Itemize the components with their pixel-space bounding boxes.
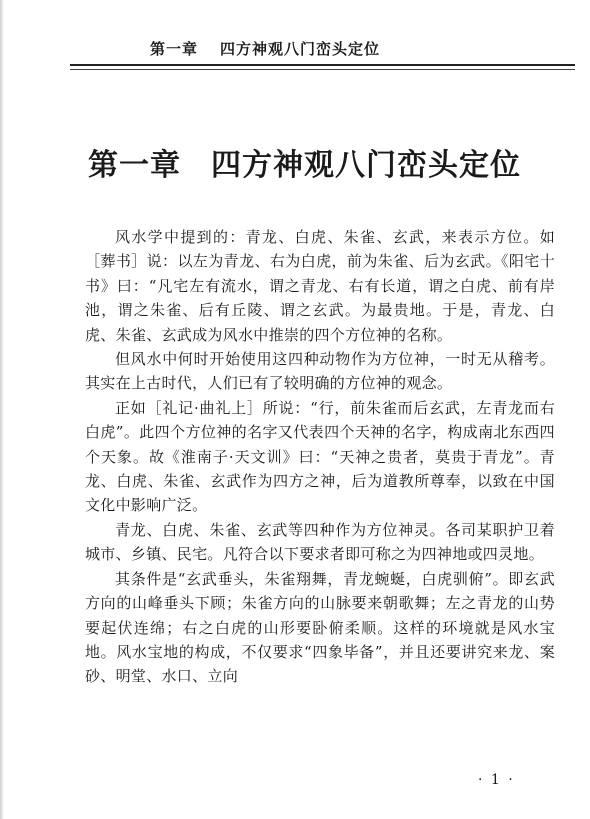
running-header-chapter-title: 四方神观八门峦头定位 [220, 40, 381, 58]
chapter-title [88, 140, 521, 184]
header-rule-thin [70, 69, 575, 70]
page-edge-shadow [0, 0, 4, 819]
chapter-title-label: 第一章 [88, 148, 181, 183]
paragraph: 但风水中何时开始使用这四种动物作为方位神，一时无从稽考。其实在上古时代，人们已有了较明确的方位神的观念。 [85, 350, 555, 393]
running-header [150, 38, 380, 59]
page-number: · 1 · [478, 772, 515, 788]
paragraph: 正如［礼记·曲礼上］所说：“行，前朱雀而后玄武，左青龙而右白虎”。此四个方位神的名字又代表四个天神的名字，构成南北东西四个天象。故《淮南子·天文训》曰：“天神之贵者，莫贵于青龙”。青龙、白虎、朱雀、玄武作为四方之神，后为道教所尊奉，以致在中国文化中影响广泛。 [85, 398, 555, 515]
chapter-title-text: 四方神观八门峦头定位 [211, 148, 521, 183]
paragraph: 青龙、白虎、朱雀、玄武等四种作为方位神灵。各司某职护卫着城市、乡镇、民宅。凡符合以下要求者即可称之为四神地或四灵地。 [85, 520, 555, 564]
paragraph: 风水学中提到的：青龙、白虎、朱雀、玄武，来表示方位。如［葬书］说：以左为青龙、右为白虎，前为朱雀、后为玄武。《阳宅十书》曰：“凡宅左有流水，谓之青龙、右有长道，谓之白虎、前有岸池，谓之朱雀、后有丘陵、谓之玄武。为最贵地。于是，青龙、白虎、朱雀、玄武成为风水中推崇的四个方位神的名称。 [85, 228, 555, 344]
header-rule-thick [70, 64, 575, 66]
body-text [85, 225, 555, 689]
paragraph: 其条件是“玄武垂头，朱雀翔舞，青龙蜿蜒，白虎驯俯”。即玄武方向的山峰垂头下顾；朱雀方向的山脉要来朝歌舞；左之青龙的山势要起伏连绵；右之白虎的山形要卧俯柔顺。这样的环境就是风水宝地。风水宝地的构成，不仅要求“四象毕备”，并且还要讲究来龙、案砂、明堂、水口、立向 [85, 569, 555, 686]
running-header-chapter-label: 第一章 [150, 40, 199, 58]
